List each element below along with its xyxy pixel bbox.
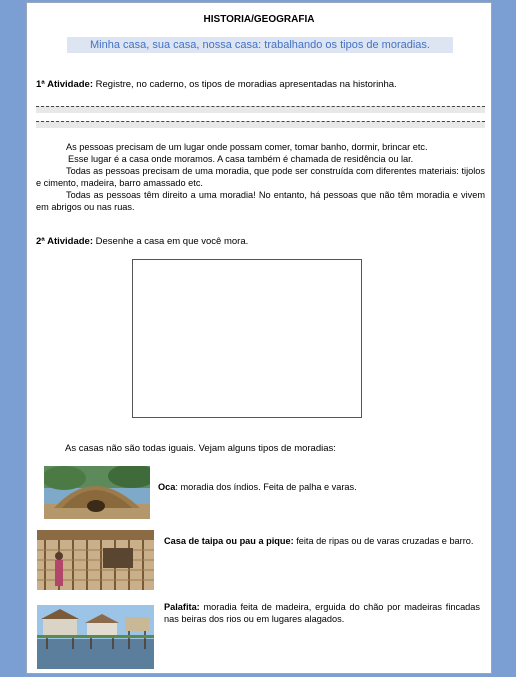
taipa-desc: feita de ripas ou de varas cruzadas e barro. <box>293 536 474 546</box>
drawing-box[interactable] <box>132 259 362 418</box>
activity-1 <box>36 79 397 91</box>
story-text <box>36 141 485 213</box>
palafita-photo <box>37 605 154 669</box>
document-title: HISTORIA/GEOGRAFIA <box>203 14 315 25</box>
activity-2-text: Desenhe a casa em que você mora. <box>93 236 249 247</box>
activity-1-text: Registre, no caderno, os tipos de moradias apresentadas na historinha. <box>93 79 397 90</box>
palafita-desc: moradia feita de madeira, erguida do chão por madeiras fincadas nas beiras dos rios ou em lugares alagados. <box>164 602 480 624</box>
answer-line-1 <box>36 106 485 113</box>
taipa-name: Casa de taipa ou pau a pique: <box>164 536 294 546</box>
palafita-caption <box>164 601 480 625</box>
oca-desc: : moradia dos índios. Feita de palha e varas. <box>175 482 357 492</box>
document-page <box>26 2 492 674</box>
taipa-caption <box>164 535 480 547</box>
activity-1-label: 1ª Atividade: <box>36 79 94 90</box>
answer-line-2 <box>36 121 485 128</box>
story-paragraph-2: Esse lugar é a casa onde moramos. A casa também é chamada de residência ou lar. <box>68 154 414 164</box>
types-intro: As casas não são todas iguais. Vejam alguns tipos de moradias: <box>65 443 336 454</box>
story-paragraph-1: As pessoas precisam de um lugar onde possam comer, tomar banho, dormir, brincar etc. <box>66 142 428 152</box>
taipa-image-icon <box>37 530 154 590</box>
palafita-image-icon <box>37 605 154 669</box>
oca-name: Oca <box>158 482 176 492</box>
oca-image-icon <box>44 466 150 519</box>
oca-photo <box>44 466 150 519</box>
activity-2 <box>36 236 248 248</box>
taipa-house-photo <box>37 530 154 590</box>
oca-caption <box>158 481 478 493</box>
story-paragraph-3: Todas as pessoas precisam de uma moradia, que pode ser construída com diferentes materiais: tijolos e cimento, madeira, barro amassado etc. <box>36 166 485 188</box>
document-subtitle: Minha casa, sua casa, nossa casa: trabalhando os tipos de moradias. <box>67 37 453 53</box>
activity-2-label: 2ª Atividade: <box>36 236 94 247</box>
palafita-name: Palafita: <box>164 602 200 612</box>
story-paragraph-4: Todas as pessoas têm direito a uma moradia! No entanto, há pessoas que não têm moradia e vivem em abrigos ou nas ruas. <box>36 190 485 212</box>
